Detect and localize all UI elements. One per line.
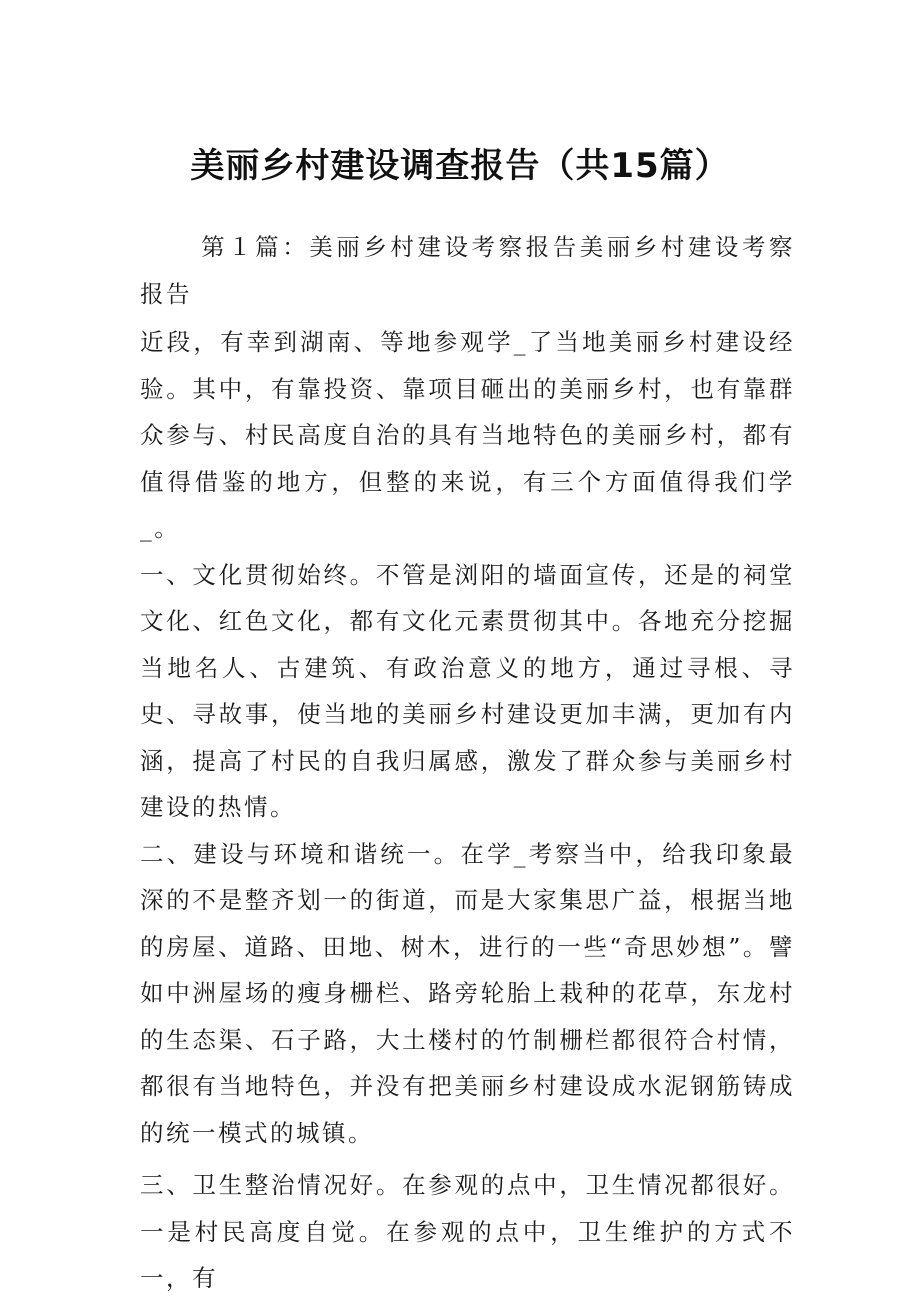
intro-paragraph: 近段，有幸到湖南、等地参观学_了当地美丽乡村建设经验。其中，有靠投资、靠项目砸出的美丽乡村，也有靠群众参与、村民高度自治的具有当地特色的美丽乡村，都有值得借鉴的地方，但整的来说，有三个方面值得我们学_。 [140,328,795,542]
point-three-paragraph: 三、卫生整治情况好。在参观的点中，卫生情况都很好。一是村民高度自觉。在参观的点中，卫生维护的方式不一，有 [140,1171,795,1292]
document-title: 美丽乡村建设调查报告（共15篇） [190,146,730,186]
point-one-paragraph: 一、文化贯彻始终。不管是浏阳的墙面宣传，还是的祠堂文化、红色文化，都有文化元素贯彻其中。各地充分挖掘当地名人、古建筑、有政治意义的地方，通过寻根、寻史、寻故事，使当地的美丽乡村建设更加丰满，更加有内涵，提高了村民的自我归属感，激发了群众参与美丽乡村建设的热情。 [140,560,795,821]
section-heading-paragraph: 第１篇：美丽乡村建设考察报告美丽乡村建设考察报告 [140,233,795,308]
document-body [140,224,795,1302]
point-two-paragraph: 二、建设与环境和谐统一。在学_考察当中，给我印象最深的不是整齐划一的街道，而是大家集思广益，根据当地的房屋、道路、田地、树木，进行的一些“奇思妙想”。譬如中洲屋场的瘦身栅栏、路旁轮胎上栽种的花草，东龙村的生态渠、石子路，大土楼村的竹制栅栏都很符合村情，都很有当地特色，并没有把美丽乡村建设成水泥钢筋铸成的统一模式的城镇。 [140,839,795,1147]
